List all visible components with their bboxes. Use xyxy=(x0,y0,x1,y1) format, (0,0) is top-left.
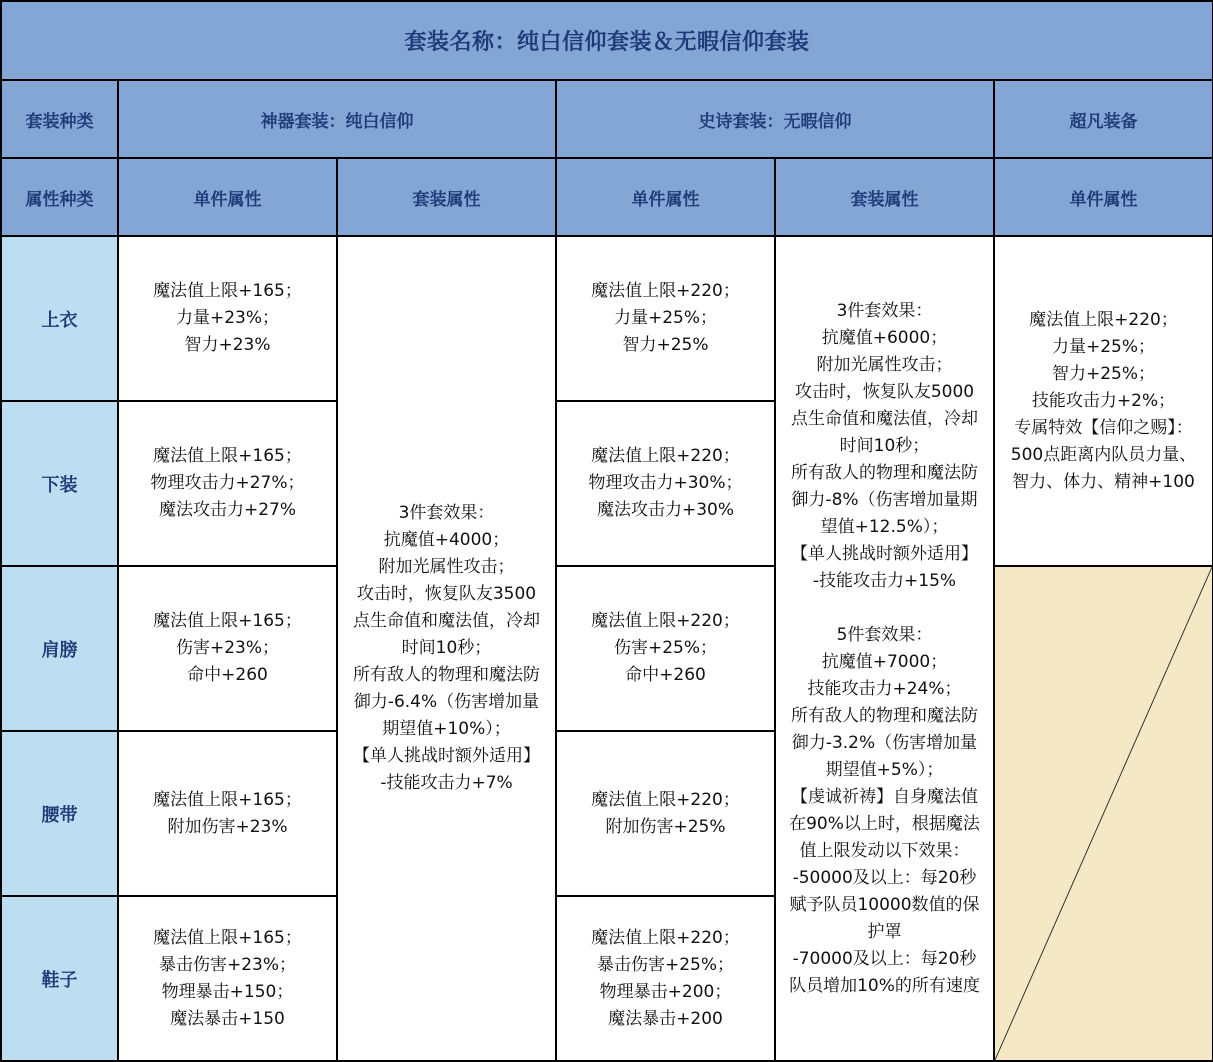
slot-label: 上衣 xyxy=(1,236,118,401)
epic-single-attrs xyxy=(556,236,775,401)
effect-line: 抗魔值+7000； xyxy=(821,651,948,672)
transcendent-single-attrs xyxy=(994,236,1213,566)
attr-line: 暴击伤害+23%； xyxy=(158,954,297,975)
attr-line: 力量+25%； xyxy=(613,308,718,328)
effect-line: 值上限发动以下效果： xyxy=(799,840,970,861)
attr-line: 魔法值上限+220； xyxy=(591,611,740,631)
subheader-artifact-single: 单件属性 xyxy=(118,158,337,236)
table-row xyxy=(1,236,1213,401)
effect-line: 【单人挑战时额外适用】 xyxy=(791,543,978,564)
attr-line: 魔法值上限+220； xyxy=(591,281,740,301)
title-row xyxy=(1,1,1213,80)
effect-line: 所有敌人的物理和魔法防 xyxy=(791,705,978,726)
artifact-single-attrs xyxy=(118,896,337,1061)
attr-line: 智力、体力、精神+100 xyxy=(1012,471,1195,492)
attr-line: 伤害+25%； xyxy=(613,638,718,658)
attr-line: 魔法暴击+150 xyxy=(170,1008,285,1029)
effect-line: 望值+12.5%）； xyxy=(820,516,949,537)
attr-line: 魔法暴击+200 xyxy=(608,1008,723,1029)
effect-line: 时间10秒； xyxy=(839,435,930,456)
effect-line: 队员增加10%的所有速度 xyxy=(789,975,980,996)
attr-line: 智力+25%； xyxy=(1051,363,1156,384)
attr-type-row xyxy=(1,158,1213,236)
effect-line: 3件套效果： xyxy=(836,300,933,321)
effect-line: -技能攻击力+15% xyxy=(812,570,957,591)
diagonal-line-icon xyxy=(995,567,1212,1060)
group-header-transcendent: 超凡装备 xyxy=(994,80,1213,158)
effect-line: 5件套效果： xyxy=(836,624,933,645)
attr-line: 智力+23% xyxy=(184,335,271,355)
attr-line: 魔法攻击力+27% xyxy=(158,500,297,520)
attr-line: 魔法值上限+220； xyxy=(591,446,740,466)
effect-line: 御力-8%（伤害增加量期 xyxy=(791,489,978,510)
attr-line: 技能攻击力+2%； xyxy=(1031,390,1176,411)
effect-line: 护罩 xyxy=(867,921,902,942)
attr-line: 命中+260 xyxy=(625,665,706,685)
effect-line: 附加光属性攻击； xyxy=(816,354,953,375)
attr-line: 魔法值上限+220； xyxy=(591,927,740,948)
spacer xyxy=(778,595,991,622)
epic-single-attrs xyxy=(556,896,775,1061)
attr-line: 魔法值上限+165； xyxy=(153,611,302,631)
effect-line: -技能攻击力+7% xyxy=(380,773,513,793)
attr-line: 智力+25% xyxy=(622,335,709,355)
attr-line: 500点距离内队员力量、 xyxy=(1010,444,1197,465)
table-row xyxy=(1,566,1213,731)
effect-line: 期望值+10%）； xyxy=(382,719,511,739)
group-header-artifact: 神器套装：纯白信仰 xyxy=(118,80,556,158)
effect-line: 攻击时，恢复队友5000 xyxy=(794,381,975,402)
attr-line: 魔法值上限+165； xyxy=(153,281,302,301)
attr-line: 魔法攻击力+30% xyxy=(596,500,735,520)
effect-line: 【虔诚祈祷】自身魔法值 xyxy=(791,786,978,807)
effect-line: 期望值+5%）； xyxy=(825,759,944,780)
effect-line: -70000及以上：每20秒 xyxy=(792,948,977,969)
attr-line: 附加伤害+25% xyxy=(605,816,726,837)
attr-line: 魔法值上限+220； xyxy=(591,789,740,810)
attr-line: 物理攻击力+30%； xyxy=(588,473,743,493)
subheader-transcendent-single: 单件属性 xyxy=(994,158,1213,236)
effect-line: 所有敌人的物理和魔法防 xyxy=(353,665,540,685)
effect-line: 抗魔值+4000； xyxy=(383,530,510,550)
effect-line: 所有敌人的物理和魔法防 xyxy=(791,462,978,483)
artifact-single-attrs xyxy=(118,401,337,566)
epic-set-effect xyxy=(775,236,994,1061)
effect-line: 3件套效果： xyxy=(398,503,495,523)
artifact-set-effect xyxy=(337,236,556,1061)
effect-line: 抗魔值+6000； xyxy=(821,327,948,348)
effect-line: 御力-3.2%（伤害增加量 xyxy=(791,732,978,753)
effect-line: 附加光属性攻击； xyxy=(378,557,515,577)
effect-line: 技能攻击力+24%； xyxy=(807,678,962,699)
attr-line: 魔法值上限+165； xyxy=(153,927,302,948)
attr-line: 物理暴击+200； xyxy=(599,981,732,1002)
attr-line: 力量+25%； xyxy=(1051,336,1156,357)
attr-type-label: 属性种类 xyxy=(1,158,118,236)
effect-line: -50000及以上：每20秒 xyxy=(792,867,977,888)
epic-single-attrs xyxy=(556,566,775,731)
attr-line: 附加伤害+23% xyxy=(167,816,288,837)
empty-cell-diagonal xyxy=(994,566,1213,1061)
slot-label: 鞋子 xyxy=(1,896,118,1061)
attr-line: 暴击伤害+25%； xyxy=(596,954,735,975)
effect-line: 时间10秒； xyxy=(401,638,492,658)
set-type-row xyxy=(1,80,1213,158)
subheader-epic-set: 套装属性 xyxy=(775,158,994,236)
attr-line: 物理暴击+150； xyxy=(161,981,294,1002)
attr-line: 力量+23%； xyxy=(175,308,280,328)
table-title: 套装名称：纯白信仰套装＆无暇信仰套装 xyxy=(1,1,1213,80)
attr-line: 物理攻击力+27%； xyxy=(150,473,305,493)
attr-line: 伤害+23%； xyxy=(175,638,280,658)
artifact-single-attrs xyxy=(118,236,337,401)
effect-line: 点生命值和魔法值，冷却 xyxy=(353,611,540,631)
effect-line: 攻击时，恢复队友3500 xyxy=(356,584,537,604)
subheader-artifact-set: 套装属性 xyxy=(337,158,556,236)
effect-line: 点生命值和魔法值，冷却 xyxy=(791,408,978,429)
epic-single-attrs xyxy=(556,731,775,896)
attr-line: 命中+260 xyxy=(187,665,268,685)
attr-line: 专属特效【信仰之赐】： xyxy=(1014,417,1193,438)
effect-line: 赋予队员10000数值的保 xyxy=(789,894,980,915)
artifact-single-attrs xyxy=(118,566,337,731)
artifact-single-attrs xyxy=(118,731,337,896)
effect-line: 御力-6.4%（伤害增加量 xyxy=(353,692,540,712)
attr-line: 魔法值上限+165； xyxy=(153,789,302,810)
effect-line: 【单人挑战时额外适用】 xyxy=(353,746,540,766)
set-type-label: 套装种类 xyxy=(1,80,118,158)
epic-single-attrs xyxy=(556,401,775,566)
attr-line: 魔法值上限+165； xyxy=(153,446,302,466)
slot-label: 下装 xyxy=(1,401,118,566)
slot-label: 肩膀 xyxy=(1,566,118,731)
attr-line: 魔法值上限+220； xyxy=(1029,309,1178,330)
group-header-epic: 史诗套装：无暇信仰 xyxy=(556,80,994,158)
slot-label: 腰带 xyxy=(1,731,118,896)
subheader-epic-single: 单件属性 xyxy=(556,158,775,236)
effect-line: 在90%以上时，根据魔法 xyxy=(789,813,980,834)
